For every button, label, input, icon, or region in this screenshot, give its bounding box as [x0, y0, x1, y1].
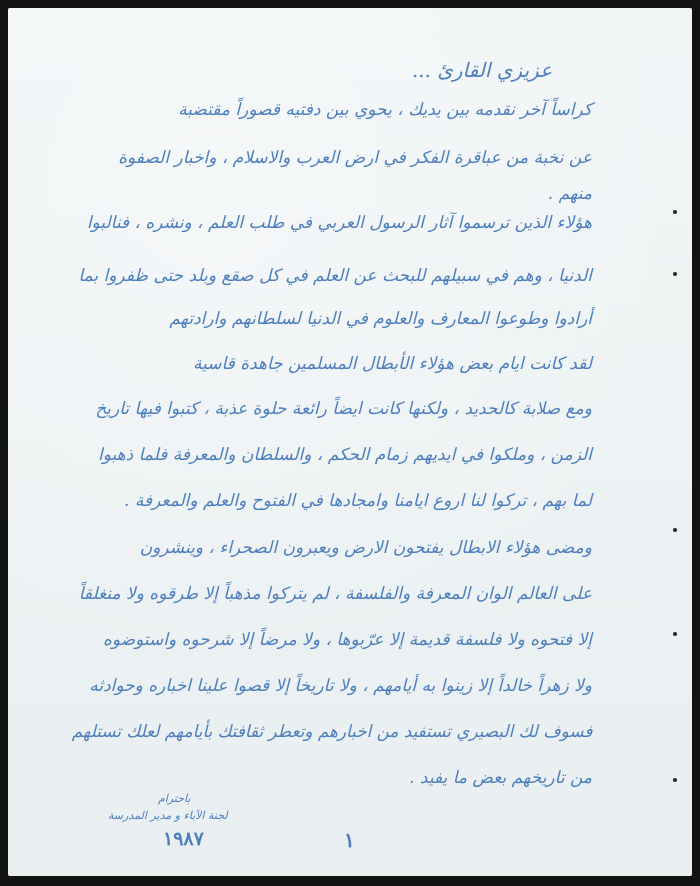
letter-line: كراساً آخر نقدمه بين يديك ، يحوي بين دفتيه قصوراً مقتضبة: [178, 100, 592, 120]
punch-hole: [673, 528, 677, 532]
punch-hole: [673, 632, 677, 636]
letter-line: ومع صلابة كالحديد ، ولكنها كانت ايضاً رائعة حلوة عذبة ، كتبوا فيها تاريخ: [95, 399, 592, 419]
letter-page: [8, 8, 692, 876]
page-number: ١: [344, 828, 355, 852]
letter-line: فسوف لك البصيري تستفيد من اخبارهم وتعطر ثقافتك بأيامهم لعلك تستلهم: [71, 722, 592, 742]
letter-line: الدنيا ، وهم في سبيلهم للبحث عن العلم في كل صقع وبلد حتى ظفروا بما: [78, 266, 592, 286]
letter-line: ومضى هؤلاء الابطال يفتحون الارض ويعبرون الصحراء ، وينشرون: [139, 538, 592, 558]
letter-line: منهم .: [547, 184, 592, 204]
signature-year: ١٩٨٧: [163, 828, 204, 850]
signature-committee: لجنة الآباء و مدير المدرسة: [108, 809, 228, 822]
letter-line: الزمن ، وملكوا في ايديهم زمام الحكم ، والسلطان والمعرفة فلما ذهبوا: [98, 445, 592, 465]
letter-line: هؤلاء الذين ترسموا آثار الرسول العربي في طلب العلم ، ونشره ، فنالبوا: [86, 213, 592, 233]
letter-line: على العالم الوان المعرفة والفلسفة ، لم يتركوا مذهباً إلا طرقوه ولا منغلقاً: [78, 584, 592, 604]
letter-line: ولا زهراً خالداً إلا زينوا به أيامهم ، ولا تاريخاً إلا قصوا علينا اخباره وحوادثه: [89, 676, 592, 696]
punch-hole: [673, 272, 677, 276]
letter-line: عن نخبة من عباقرة الفكر في ارض العرب والاسلام ، واخبار الصفوة: [118, 148, 592, 168]
letter-line: إلا فتحوه ولا فلسفة قديمة إلا عرّبوها ، ولا مرضاً إلا شرحوه واستوضوه: [103, 630, 592, 650]
letter-line: لما بهم ، تركوا لنا اروع ايامنا وامجادها في الفتوح والعلم والمعرفة .: [124, 491, 592, 511]
letter-line: أرادوا وطوعوا المعارف والعلوم في الدنيا لسلطانهم وارادتهم: [169, 309, 592, 329]
letter-line: لقد كانت ايام بعض هؤلاء الأبطال المسلمين جاهدة قاسية: [193, 354, 592, 374]
letter-line: من تاريخهم بعض ما يفيد .: [409, 768, 592, 788]
punch-hole: [673, 210, 677, 214]
punch-hole: [673, 778, 677, 782]
letter-greeting: عزيزي القارئ ...: [411, 58, 552, 82]
signature-regards: باحترام: [158, 792, 191, 805]
